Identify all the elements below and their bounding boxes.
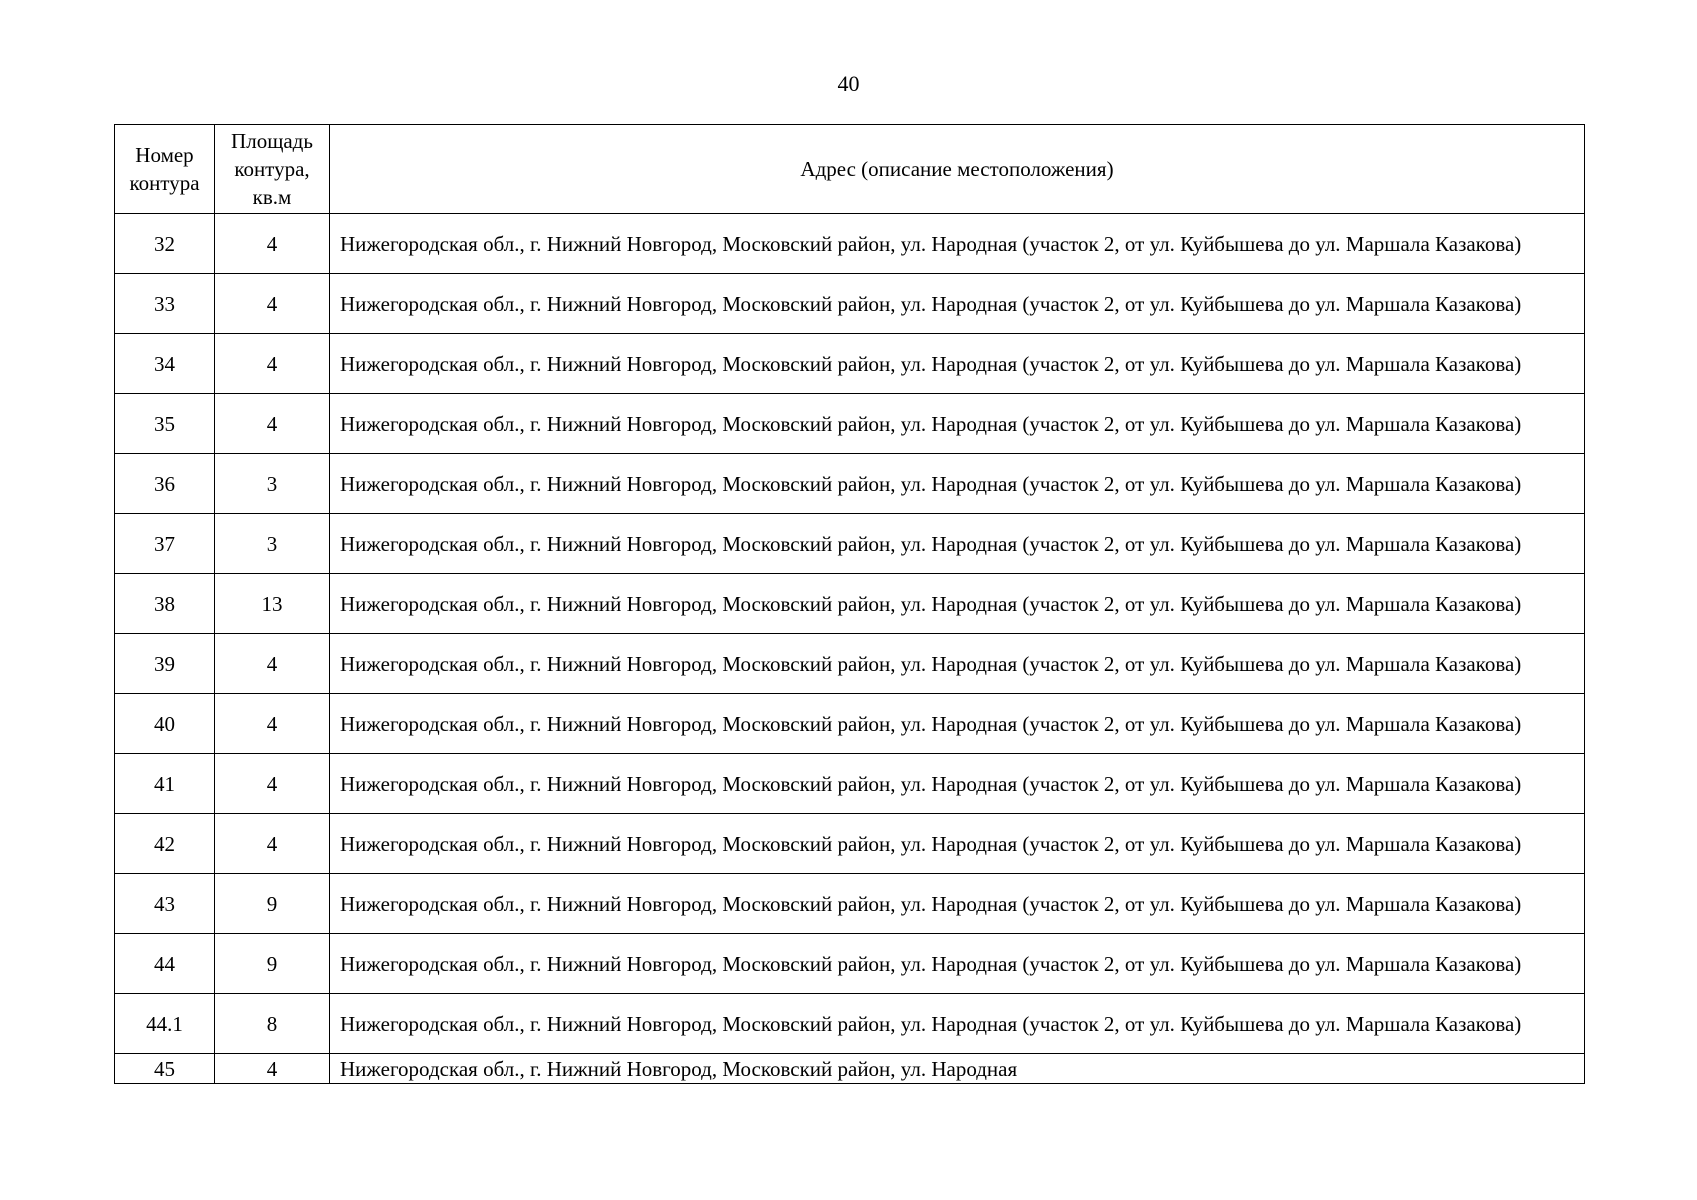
contour-area-cell: 8: [215, 994, 330, 1054]
contour-number-cell: 44.1: [115, 994, 215, 1054]
address-cell: Нижегородская обл., г. Нижний Новгород, Московский район, ул. Народная (участок 2, от ул. Куйбышева до ул. Маршала Казакова): [330, 754, 1585, 814]
table-row: [115, 754, 1585, 814]
contour-number-cell: 38: [115, 574, 215, 634]
table-row: [115, 694, 1585, 754]
table-row: [115, 934, 1585, 994]
table-row: [115, 634, 1585, 694]
address-cell: Нижегородская обл., г. Нижний Новгород, Московский район, ул. Народная: [330, 1054, 1585, 1084]
address-cell: Нижегородская обл., г. Нижний Новгород, Московский район, ул. Народная (участок 2, от ул. Куйбышева до ул. Маршала Казакова): [330, 934, 1585, 994]
contour-area-cell: 4: [215, 274, 330, 334]
page-number: 40: [837, 71, 860, 96]
contour-area-cell: 3: [215, 454, 330, 514]
contour-number-cell: 33: [115, 274, 215, 334]
contour-area-cell: 13: [215, 574, 330, 634]
table-row: [115, 574, 1585, 634]
address-cell: Нижегородская обл., г. Нижний Новгород, Московский район, ул. Народная (участок 2, от ул. Куйбышева до ул. Маршала Казакова): [330, 394, 1585, 454]
header-text: Площадь: [231, 129, 313, 153]
header-text: кв.м: [252, 185, 292, 209]
table-row: [115, 274, 1585, 334]
address-cell: Нижегородская обл., г. Нижний Новгород, Московский район, ул. Народная (участок 2, от ул. Куйбышева до ул. Маршала Казакова): [330, 814, 1585, 874]
contour-number-cell: 43: [115, 874, 215, 934]
contour-area-cell: 4: [215, 214, 330, 274]
contour-area-cell: 4: [215, 754, 330, 814]
table-row: [115, 814, 1585, 874]
header-address: Адрес (описание местоположения): [330, 125, 1585, 214]
table-row: [115, 874, 1585, 934]
address-cell: Нижегородская обл., г. Нижний Новгород, Московский район, ул. Народная (участок 2, от ул. Куйбышева до ул. Маршала Казакова): [330, 334, 1585, 394]
contour-number-cell: 34: [115, 334, 215, 394]
address-cell: Нижегородская обл., г. Нижний Новгород, Московский район, ул. Народная (участок 2, от ул. Куйбышева до ул. Маршала Казакова): [330, 274, 1585, 334]
contour-number-cell: 36: [115, 454, 215, 514]
address-cell: Нижегородская обл., г. Нижний Новгород, Московский район, ул. Народная (участок 2, от ул. Куйбышева до ул. Маршала Казакова): [330, 874, 1585, 934]
address-cell: Нижегородская обл., г. Нижний Новгород, Московский район, ул. Народная (участок 2, от ул. Куйбышева до ул. Маршала Казакова): [330, 634, 1585, 694]
contour-area-cell: 4: [215, 334, 330, 394]
address-cell: Нижегородская обл., г. Нижний Новгород, Московский район, ул. Народная (участок 2, от ул. Куйбышева до ул. Маршала Казакова): [330, 994, 1585, 1054]
contour-area-cell: 9: [215, 874, 330, 934]
header-contour-area: [215, 125, 330, 214]
contour-area-cell: 9: [215, 934, 330, 994]
table-row: [115, 394, 1585, 454]
contour-area-cell: 4: [215, 1054, 330, 1084]
contour-area-cell: 3: [215, 514, 330, 574]
address-cell: Нижегородская обл., г. Нижний Новгород, Московский район, ул. Народная (участок 2, от ул. Куйбышева до ул. Маршала Казакова): [330, 574, 1585, 634]
contour-number-cell: 42: [115, 814, 215, 874]
header-text: контура: [129, 171, 200, 195]
header-contour-number: [115, 125, 215, 214]
contour-number-cell: 39: [115, 634, 215, 694]
contour-number-cell: 40: [115, 694, 215, 754]
contour-area-cell: 4: [215, 694, 330, 754]
header-text: Номер: [135, 143, 194, 167]
contour-number-cell: 44: [115, 934, 215, 994]
contour-number-cell: 41: [115, 754, 215, 814]
contour-area-cell: 4: [215, 394, 330, 454]
table-row: [115, 994, 1585, 1054]
contour-area-cell: 4: [215, 814, 330, 874]
header-text: контура,: [234, 157, 310, 181]
address-cell: Нижегородская обл., г. Нижний Новгород, Московский район, ул. Народная (участок 2, от ул. Куйбышева до ул. Маршала Казакова): [330, 214, 1585, 274]
table-row: [115, 514, 1585, 574]
contour-number-cell: 37: [115, 514, 215, 574]
contour-number-cell: 45: [115, 1054, 215, 1084]
table-row: [115, 454, 1585, 514]
contour-number-cell: 35: [115, 394, 215, 454]
address-cell: Нижегородская обл., г. Нижний Новгород, Московский район, ул. Народная (участок 2, от ул. Куйбышева до ул. Маршала Казакова): [330, 694, 1585, 754]
contour-number-cell: 32: [115, 214, 215, 274]
address-cell: Нижегородская обл., г. Нижний Новгород, Московский район, ул. Народная (участок 2, от ул. Куйбышева до ул. Маршала Казакова): [330, 454, 1585, 514]
table-row: [115, 334, 1585, 394]
contours-table: [114, 124, 1585, 1084]
table-row: [115, 214, 1585, 274]
address-cell: Нижегородская обл., г. Нижний Новгород, Московский район, ул. Народная (участок 2, от ул. Куйбышева до ул. Маршала Казакова): [330, 514, 1585, 574]
table-header-row: [115, 125, 1585, 214]
table-row: [115, 1054, 1585, 1084]
contour-area-cell: 4: [215, 634, 330, 694]
